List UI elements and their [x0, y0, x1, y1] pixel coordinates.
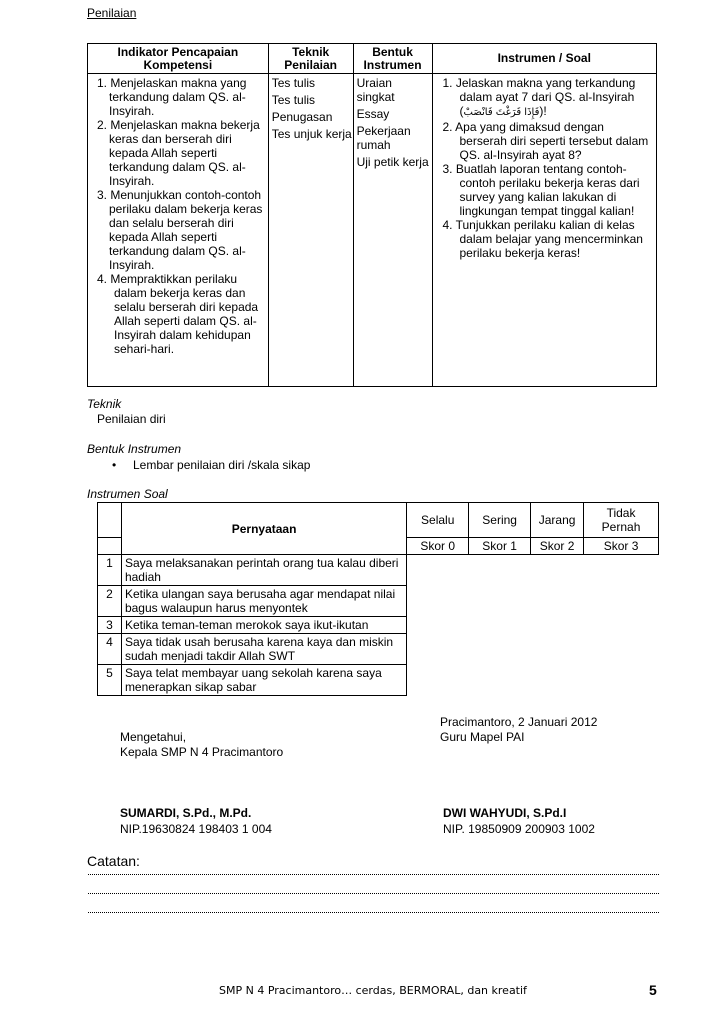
indikator-cell	[88, 74, 269, 387]
question-3: 3. Buatlah laporan tentang contoh-contoh perilaku bekerja keras dari survey yang kalian lakukan di lingkungan tempat tinggal kalian!	[442, 162, 640, 218]
indikator-item: 1. Menjelaskan makna yang terkandung dalam QS. al-Insyirah.	[97, 76, 247, 118]
bentuk-value: Lembar penilaian diri /skala sikap	[133, 458, 311, 472]
page-number: 5	[649, 982, 657, 998]
teknik-cell	[268, 74, 353, 387]
dotted-line	[88, 872, 659, 875]
pernyataan-header: Pernyataan	[121, 503, 406, 555]
row-number: 4	[98, 634, 122, 665]
paren-close: )!	[539, 104, 547, 118]
table-row	[98, 665, 659, 696]
teknik-item: Penugasan	[271, 110, 333, 124]
header-indikator: Indikator Pencapaian Kompetensi	[88, 44, 269, 74]
bentuk-item: Essay	[356, 107, 390, 121]
row-text: Saya telat membayar uang sekolah karena saya menerapkan sikap sabar	[121, 665, 406, 696]
header-teknik: Teknik Penilaian	[268, 44, 353, 74]
left-title-1: Mengetahui,	[120, 730, 187, 744]
blank-area	[407, 586, 659, 617]
teknik-label: Teknik	[87, 397, 122, 411]
bentuk-label: Bentuk Instrumen	[87, 442, 182, 456]
right-title: Guru Mapel PAI	[440, 730, 525, 744]
dotted-line	[88, 910, 659, 913]
score-header: Skor 0	[407, 538, 469, 555]
table-row	[98, 586, 659, 617]
left-title-2: Kepala SMP N 4 Pracimantoro	[120, 745, 284, 759]
header-bentuk: Bentuk Instrumen	[353, 44, 432, 74]
question-4: 4. Tunjukkan perilaku kalian di kelas dalam belajar yang mencerminkan perilaku bekerja keras!	[442, 218, 643, 260]
row-number: 3	[98, 617, 122, 634]
row-number: 2	[98, 586, 122, 617]
option-header: Selalu	[407, 503, 469, 538]
question-1	[438, 76, 655, 120]
indikator-item: 3. Menunjukkan contoh-contoh perilaku dalam bekerja keras dan selalu berserah diri kepada Allah seperti terkandung dalam QS. al-Insyirah.	[97, 188, 263, 272]
blank-area	[407, 634, 659, 665]
row-number: 1	[98, 555, 122, 586]
left-signer-name: SUMARDI, S.Pd., M.Pd.	[120, 806, 252, 820]
bentuk-cell	[353, 74, 432, 387]
table-row	[98, 555, 659, 586]
bentuk-item: Uji petik kerja	[356, 155, 429, 169]
score-header: Skor 3	[584, 538, 659, 555]
assessment-table	[87, 43, 657, 387]
row-text: Saya melaksanakan perintah orang tua kalau diberi hadiah	[121, 555, 406, 586]
row-text: Ketika ulangan saya berusaha agar mendapat nilai bagus walaupun harus menyontek	[121, 586, 406, 617]
bentuk-item: Pekerjaan rumah	[356, 124, 411, 152]
dotted-line	[88, 891, 659, 894]
row-number: 5	[98, 665, 122, 696]
soal-table	[97, 502, 659, 696]
paren-open: (	[459, 104, 464, 118]
place-date: Pracimantoro, 2 Januari 2012	[440, 715, 598, 729]
blank-area	[407, 555, 659, 586]
row-text: Saya tidak usah berusaha karena kaya dan miskin sudah menjadi takdir Allah SWT	[121, 634, 406, 665]
right-signer-name: DWI WAHYUDI, S.Pd.I	[443, 806, 567, 820]
instrumen-cell	[432, 74, 657, 387]
catatan-label: Catatan:	[87, 853, 140, 869]
teknik-value: Penilaian diri	[97, 412, 166, 426]
teknik-item: Tes unjuk kerja	[271, 127, 352, 141]
question-2: 2. Apa yang dimaksud dengan berserah diri seperti tersebut dalam QS. al-Insyirah ayat 8?	[442, 120, 649, 162]
bentuk-item: Uraian singkat	[356, 76, 395, 104]
option-header: Tidak Pernah	[584, 503, 659, 538]
empty-header-cell	[98, 503, 122, 538]
section-heading-penilaian: Penilaian	[87, 6, 137, 20]
table-row	[98, 634, 659, 665]
score-header: Skor 1	[469, 538, 531, 555]
teknik-item: Tes tulis	[271, 93, 316, 107]
empty-score-cell	[98, 538, 122, 555]
bullet-icon: •	[112, 458, 117, 472]
footer-text: SMP N 4 Pracimantoro… cerdas, BERMORAL, dan kreatif	[219, 984, 527, 997]
table-row	[98, 617, 659, 634]
indikator-item: 4. Mempraktikkan perilaku dalam bekerja keras dan selalu berserah diri kepada Allah seperti dalam QS. al-Insyirah dalam kehidupan sehari-hari.	[97, 272, 259, 356]
blank-area	[407, 665, 659, 696]
option-header: Sering	[469, 503, 531, 538]
blank-area	[407, 617, 659, 634]
soal-label: Instrumen Soal	[87, 487, 168, 501]
option-header: Jarang	[531, 503, 584, 538]
indikator-item: 2. Menjelaskan makna bekerja keras dan berserah diri kepada Allah seperti terkandung dalam QS. al-Insyirah.	[97, 118, 260, 188]
teknik-item: Tes tulis	[271, 76, 316, 90]
score-header: Skor 2	[531, 538, 584, 555]
arabic-verse: فَإِذَا فَرَغْتَ فَانْصَبْ	[463, 107, 540, 118]
question-1-text: 1. Jelaskan makna yang terkandung dalam ayat 7 dari QS. al-Insyirah	[442, 76, 636, 104]
left-signer-nip: NIP.19630824 198403 1 004	[120, 822, 272, 836]
right-signer-nip: NIP. 19850909 200903 1002	[443, 822, 595, 836]
row-text: Ketika teman-teman merokok saya ikut-ikutan	[121, 617, 406, 634]
header-instrumen: Instrumen / Soal	[432, 44, 657, 74]
